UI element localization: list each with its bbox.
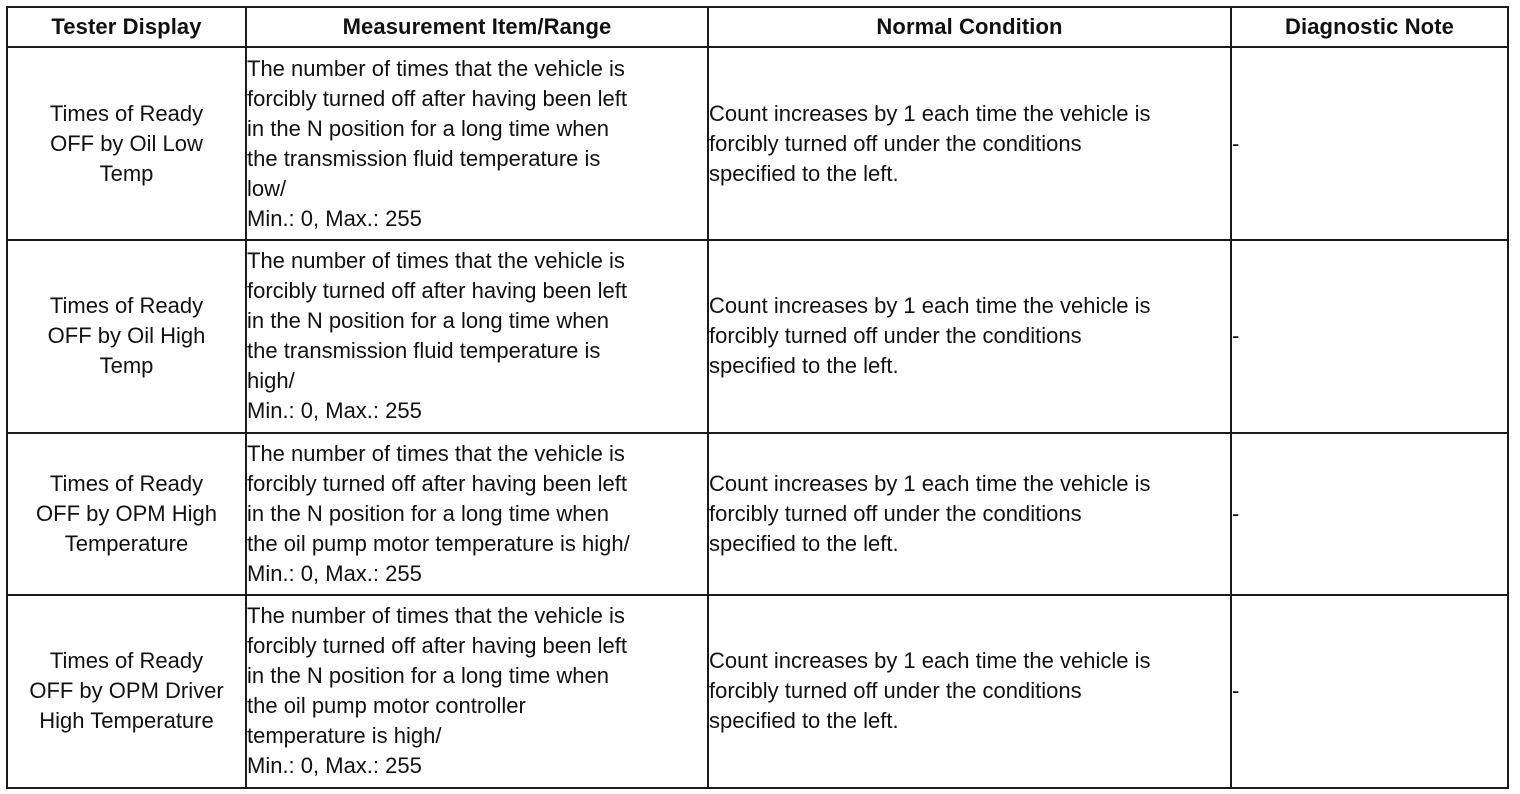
measurement-line: forcibly turned off after having been left xyxy=(247,470,627,496)
measurement-line: the transmission fluid temperature is xyxy=(247,145,601,171)
tester-display-cell xyxy=(7,433,246,595)
header-normal-condition: Normal Condition xyxy=(708,7,1231,47)
tester-display-cell xyxy=(7,47,246,240)
normal-condition-line: forcibly turned off under the conditions xyxy=(709,130,1082,156)
measurement-line: forcibly turned off after having been left xyxy=(247,633,627,659)
tester-display-line: OFF by Oil Low xyxy=(50,130,203,156)
diagnostic-note-cell: - xyxy=(1231,433,1508,595)
measurement-cell xyxy=(246,240,708,432)
measurement-line: high/ xyxy=(247,368,295,394)
tester-display-line: Times of Ready xyxy=(49,470,204,496)
normal-condition-line: specified to the left. xyxy=(709,353,899,379)
measurement-line: the transmission fluid temperature is xyxy=(247,338,601,364)
tester-display-line: Times of Ready xyxy=(49,100,204,126)
measurement-line: low/ xyxy=(247,175,287,201)
measurement-line: temperature is high/ xyxy=(247,723,442,749)
tester-display-cell xyxy=(7,595,246,788)
normal-condition-line: forcibly turned off under the conditions xyxy=(709,323,1082,349)
measurement-range-line: Min.: 0, Max.: 255 xyxy=(247,205,422,231)
tester-display-line: Times of Ready xyxy=(49,293,204,319)
measurement-range-line: Min.: 0, Max.: 255 xyxy=(247,398,422,424)
normal-condition-line: Count increases by 1 each time the vehicle is xyxy=(709,293,1151,319)
diagnostic-note-cell: - xyxy=(1231,240,1508,432)
normal-condition-line: Count increases by 1 each time the vehicle is xyxy=(709,648,1151,674)
normal-condition-line: Count increases by 1 each time the vehicle is xyxy=(709,100,1151,126)
measurement-line: The number of times that the vehicle is xyxy=(247,603,625,629)
diagnostic-note-cell: - xyxy=(1231,47,1508,240)
tester-display-line: Times of Ready xyxy=(49,648,204,674)
header-diagnostic-note: Diagnostic Note xyxy=(1231,7,1508,47)
diagnostic-note-cell: - xyxy=(1231,595,1508,788)
normal-condition-line: Count increases by 1 each time the vehicle is xyxy=(709,470,1151,496)
table-row xyxy=(7,433,1508,595)
tester-display-line: Temperature xyxy=(64,530,189,556)
measurement-line: The number of times that the vehicle is xyxy=(247,248,625,274)
measurement-line: The number of times that the vehicle is xyxy=(247,440,625,466)
tester-display-line: Temp xyxy=(99,160,154,186)
table-row xyxy=(7,47,1508,240)
header-measurement-item-range: Measurement Item/Range xyxy=(246,7,708,47)
tester-display-line: OFF by Oil High xyxy=(47,323,206,349)
measurement-line: in the N position for a long time when xyxy=(247,500,609,526)
measurement-range-line: Min.: 0, Max.: 255 xyxy=(247,560,422,586)
tester-display-line: Temp xyxy=(99,353,154,379)
normal-condition-cell xyxy=(708,433,1231,595)
measurement-line: the oil pump motor temperature is high/ xyxy=(247,530,630,556)
tester-display-cell xyxy=(7,240,246,432)
table-header-row xyxy=(7,7,1508,47)
normal-condition-line: specified to the left. xyxy=(709,708,899,734)
measurement-line: The number of times that the vehicle is xyxy=(247,55,625,81)
tester-display-line: OFF by OPM Driver xyxy=(29,678,224,704)
measurement-range-line: Min.: 0, Max.: 255 xyxy=(247,753,422,779)
normal-condition-line: forcibly turned off under the conditions xyxy=(709,500,1082,526)
normal-condition-cell xyxy=(708,595,1231,788)
tester-display-line: High Temperature xyxy=(39,708,214,734)
measurement-cell xyxy=(246,47,708,240)
measurement-line: in the N position for a long time when xyxy=(247,663,609,689)
table-row xyxy=(7,595,1508,788)
measurement-line: in the N position for a long time when xyxy=(247,115,609,141)
data-list-table-container xyxy=(6,6,1507,789)
measurement-cell xyxy=(246,595,708,788)
measurement-line: forcibly turned off after having been left xyxy=(247,85,627,111)
normal-condition-line: specified to the left. xyxy=(709,530,899,556)
normal-condition-cell xyxy=(708,240,1231,432)
normal-condition-cell xyxy=(708,47,1231,240)
measurement-line: forcibly turned off after having been left xyxy=(247,278,627,304)
normal-condition-line: forcibly turned off under the conditions xyxy=(709,678,1082,704)
table-row xyxy=(7,240,1508,432)
tester-display-line: OFF by OPM High xyxy=(36,500,217,526)
data-list-table xyxy=(6,6,1509,789)
measurement-line: the oil pump motor controller xyxy=(247,693,526,719)
normal-condition-line: specified to the left. xyxy=(709,160,899,186)
header-tester-display: Tester Display xyxy=(7,7,246,47)
measurement-cell xyxy=(246,433,708,595)
measurement-line: in the N position for a long time when xyxy=(247,308,609,334)
